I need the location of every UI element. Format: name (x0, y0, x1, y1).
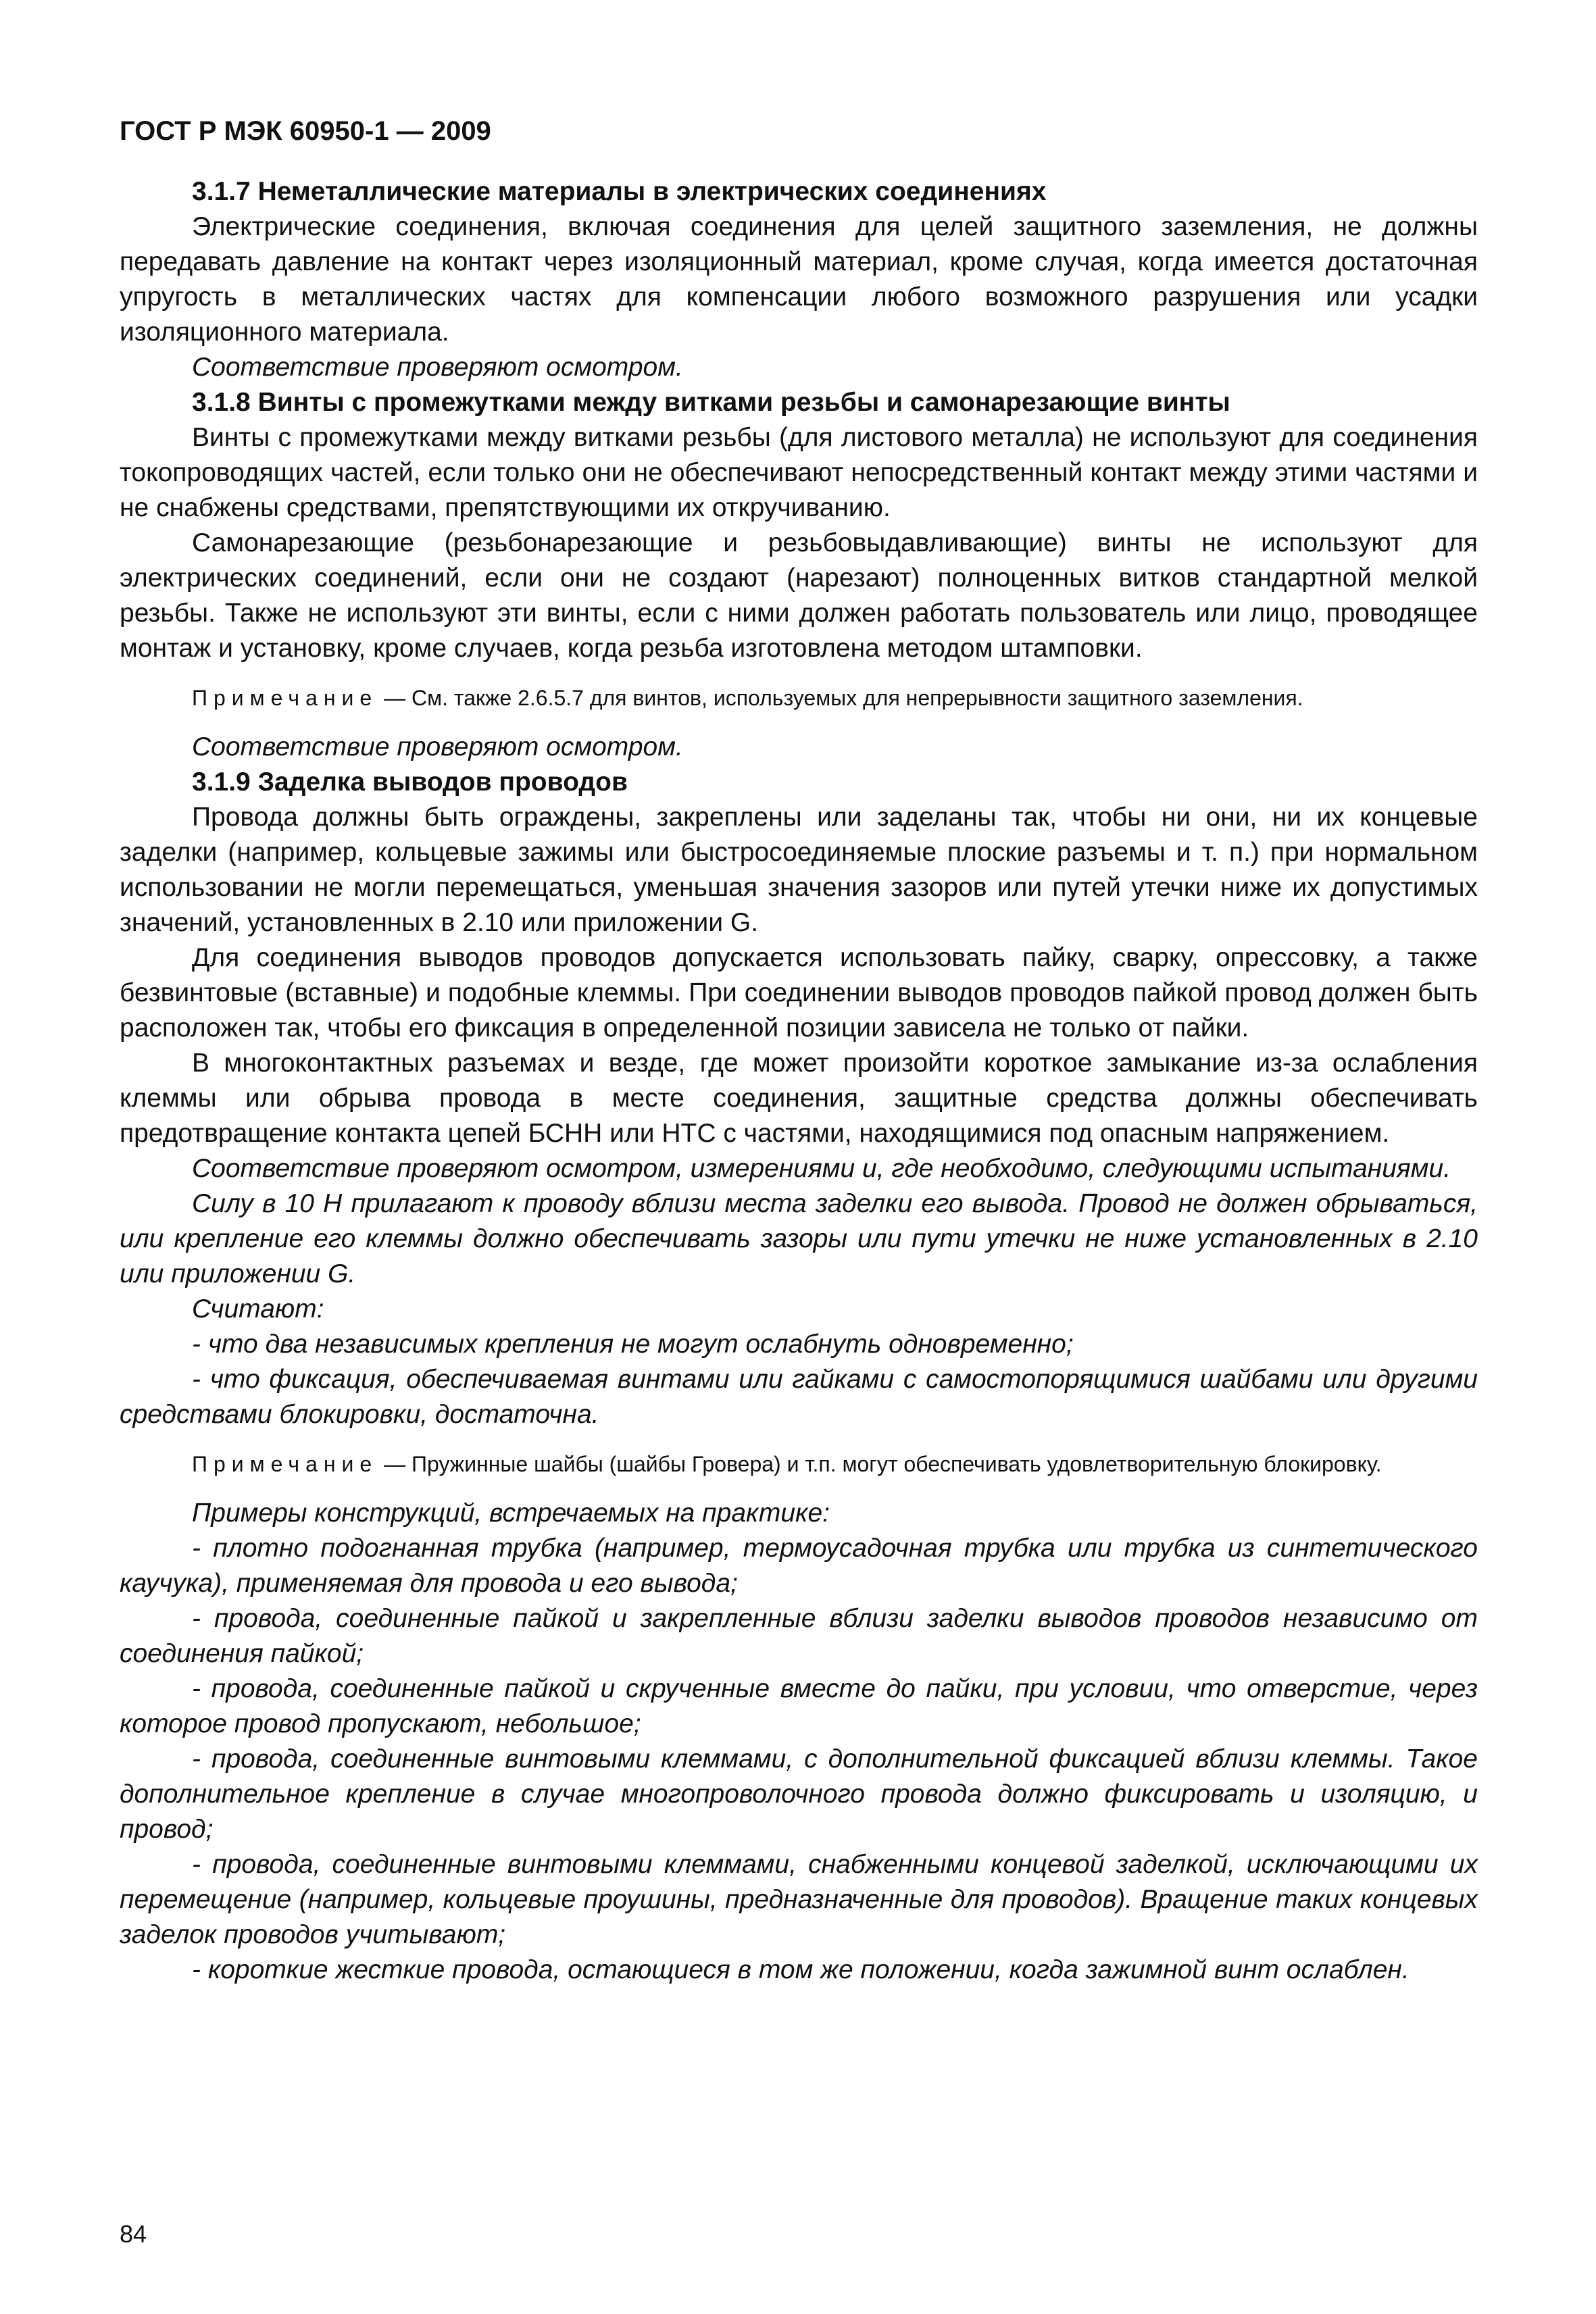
section-3-1-9-heading: 3.1.9 Заделка выводов проводов (192, 768, 628, 797)
example-item: - провода, соединенные винтовыми клеммами, с дополнительной фиксацией вблизи клеммы. Такое дополнительное крепление в случае многопроволочного провода должно фиксировать и изоляцию, и провод; (120, 1744, 1478, 1844)
document-page (120, 114, 1478, 1988)
example-item: - провода, соединенные пайкой и скрученные вместе до пайки, при условии, что отверстие, через которое провод пропускают, небольшое; (120, 1674, 1478, 1738)
section-3-1-9-compliance: Соответствие проверяют осмотром, измерениями и, где необходимо, следующими испытаниями. (192, 1154, 1451, 1183)
section-3-1-8-compliance: Соответствие проверяют осмотром. (192, 732, 683, 761)
section-3-1-9-paragraph-2: Для соединения выводов проводов допускается использовать пайку, сварку, опрессовку, а также безвинтовые (вставные) и подобные клеммы. При соединении выводов проводов пайкой провод должен быть расположен так, чтобы его фиксация в определенной позиции зависела не только от пайки. (120, 943, 1478, 1042)
section-3-1-8-note (120, 682, 1478, 713)
section-3-1-7-heading: 3.1.7 Неметаллические материалы в электрических соединениях (192, 177, 1047, 206)
example-item: - плотно подогнанная трубка (например, термоусадочная трубка или трубка из синтетического каучука), применяемая для провода и его вывода; (120, 1534, 1478, 1598)
section-3-1-9-test-description: Силу в 10 Н прилагают к проводу вблизи места заделки его вывода. Провод не должен обрываться, или крепление его клеммы должно обеспечивать зазоры или пути утечки не ниже установленных в 2.10 или приложении G. (120, 1189, 1478, 1288)
section-3-1-8-heading: 3.1.8 Винты с промежутками между витками резьбы и самонарезающие винты (192, 388, 1230, 417)
page-number: 84 (120, 2220, 147, 2248)
section-3-1-9-considered: Считают: (192, 1294, 324, 1324)
section-3-1-8-paragraph-1: Винты с промежутками между витками резьбы (для листового металла) не используют для соединения токопроводящих частей, если только они не обеспечивают непосредственный контакт между этими частями и не снабжены средствами, препятствующими их откручиванию. (120, 423, 1478, 522)
note-label: Примечание (192, 1452, 378, 1476)
document-header: ГОСТ Р МЭК 60950-1 — 2009 (120, 116, 491, 146)
section-3-1-9-paragraph-1: Провода должны быть ограждены, закреплены или заделаны так, чтобы ни они, ни их концевые заделки (например, кольцевые зажимы или быстросоединяемые плоские разъемы и т. п.) при нормальном использовании не могли перемещаться, уменьшая значения зазоров или путей утечки ниже их допустимых значений, установленных в 2.10 или приложении G. (120, 803, 1478, 937)
section-3-1-7-paragraph: Электрические соединения, включая соединения для целей защитного заземления, не должны передавать давление на контакт через изоляционный материал, кроме случая, когда имеется достаточная упругость в металлических частях для компенсации любого возможного разрушения или усадки изоляционного материала. (120, 212, 1478, 347)
section-3-1-9-considered-item-2: - что фиксация, обеспечиваемая винтами или гайками с самостопорящимися шайбами или другими средствами блокировки, достаточна. (120, 1365, 1478, 1429)
example-item: - провода, соединенные пайкой и закрепленные вблизи заделки выводов проводов независимо от соединения пайкой; (120, 1604, 1478, 1668)
example-item: - короткие жесткие провода, остающиеся в том же положении, когда зажимной винт ослаблен. (192, 1955, 1410, 1984)
note-text: — См. также 2.6.5.7 для винтов, используемых для непрерывности защитного заземления. (378, 686, 1303, 710)
section-3-1-8-paragraph-2: Самонарезающие (резьбонарезающие и резьбовыдавливающие) винты не используют для электрических соединений, если они не создают (нарезают) полноценных витков стандартной мелкой резьбы. Также не используют эти винты, если с ними должен работать пользователь или лицо, проводящее монтаж и установку, кроме случаев, когда резьба изготовлена методом штамповки. (120, 528, 1478, 663)
section-3-1-9-paragraph-3: В многоконтактных разъемах и везде, где может произойти короткое замыкание из-за ослабления клеммы или обрыва провода в месте соединения, защитные средства должны обеспечивать предотвращение контакта цепей БСНН или НТС с частями, находящимися под опасным напряжением. (120, 1049, 1478, 1148)
section-3-1-7-compliance: Соответствие проверяют осмотром. (192, 353, 683, 382)
note-text: — Пружинные шайбы (шайбы Гровера) и т.п. могут обеспечивать удовлетворительную блокировку. (378, 1452, 1382, 1476)
example-item: - провода, соединенные винтовыми клеммами, снабженными концевой заделкой, исключающими их перемещение (например, кольцевые проушины, предназначенные для проводов). Вращение таких концевых заделок проводов учитывают; (120, 1850, 1478, 1949)
section-3-1-9-note (120, 1449, 1478, 1480)
examples-intro: Примеры конструкций, встречаемых на практике: (192, 1499, 830, 1528)
section-3-1-9-considered-item-1: - что два независимых крепления не могут ослабнуть одновременно; (192, 1330, 1074, 1359)
note-label: Примечание (192, 686, 378, 710)
